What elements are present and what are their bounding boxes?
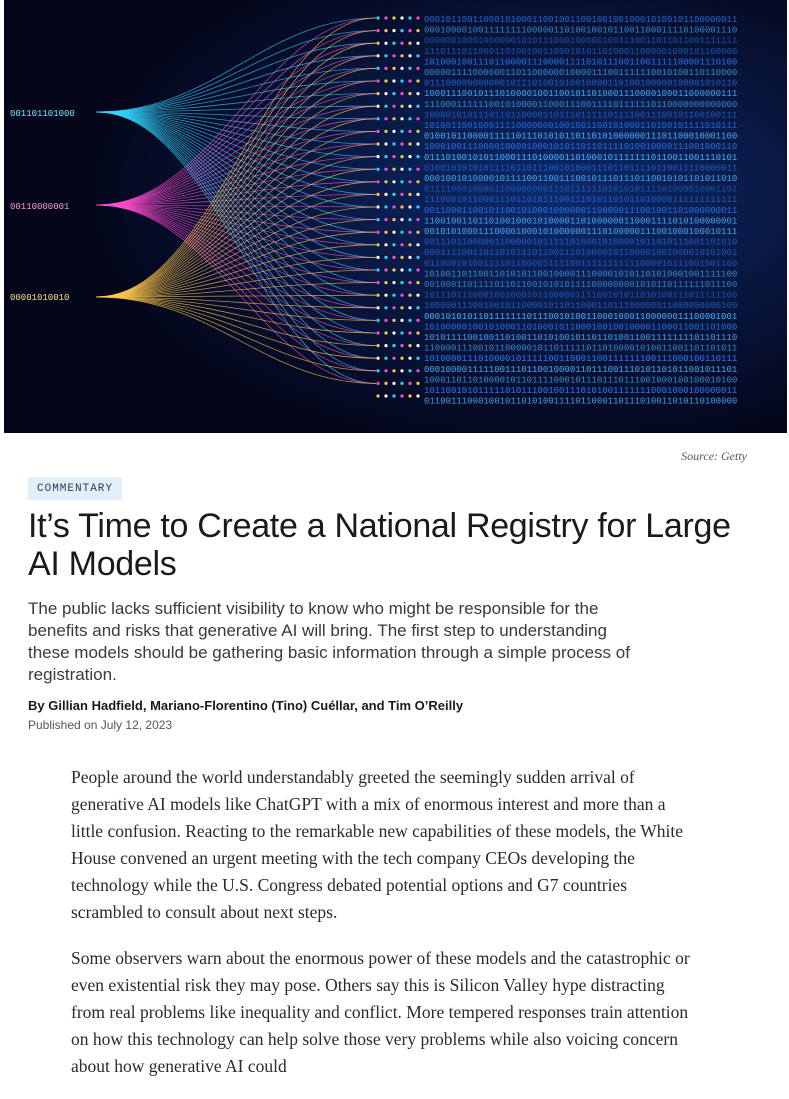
svg-text:001100011001011001010001000000: 0011000110010110010100010000001100000111001001101000000011 — [424, 205, 738, 216]
svg-text:011101001010110001110100001101: 0111010010101100011101000011010001011111110110011001110101 — [424, 152, 738, 163]
image-credit: Source: Getty — [681, 449, 747, 463]
svg-text:000111100110110101110110011101: 0001111001101101011101100111010000101100001001000010101001 — [424, 248, 738, 259]
svg-text:100011011010000101101111000101: 1000110110100001011011110001011101110111001000100100010100 — [424, 375, 738, 386]
body-paragraph: People around the world understandably greeted the seemingly sudden arrival of generative AI models like ChatGPT with a mix of enormous interest and more than a little confusion. Reacting to the remarkable new capabilities of these models, the White House convened an urgent meeting with the tech company CEOs developing the technology while the U.S. Congress debated potential options and G7 countries scrambled to consult about next steps. — [71, 767, 683, 922]
svg-text:101110111000100100010110000011: 1011101110001001000101100000111100101011010100111011111100 — [424, 290, 738, 301]
svg-text:111000111111001010000110001110: 1110001111110010100001100011100111101111110110000000000000 — [424, 99, 738, 110]
svg-text:110000111001011000001011011111: 1100001110010110000010110111110110100001010011001101101011 — [424, 343, 738, 354]
article-dek: The public lacks sufficient visibility to know who might be responsible for the benefits and risks that generative AI will bring. The first step to understanding these models should be gathering basic information through a simple process of registration. — [28, 599, 630, 684]
svg-text:100010011100001000010001010110: 1000100111000010000100010101101101111010010000111001000110 — [424, 142, 738, 153]
svg-text:001010100011100001000101000000: 0010101000111000010001010000001110100000111001000100010111 — [424, 227, 738, 237]
svg-text:101001100100011110000000100100: 1010011001000111100000001001001100101000110100101111010111 — [424, 121, 738, 131]
svg-text:011001110001001011010100111101: 0110011100010010110101001111011000110111010011010110100000 — [424, 396, 738, 407]
svg-text:001000110111101101100101010111: 0010001101111011011001010101111000000001010110111111011100 — [424, 280, 738, 290]
hero-image — [4, 0, 787, 433]
category-tag[interactable]: COMMENTARY — [28, 477, 122, 500]
publish-date: Published on July 12, 2023 — [28, 718, 173, 732]
svg-text:000101100110001010001100100110: 0001011001100010100011001001100100100100010100101100000011 — [424, 15, 738, 25]
svg-text:100011100101110100001001100101: 1000111001011101000010011001011010001110000100011000000111 — [424, 89, 738, 100]
svg-text:101000001001010001101000101100: 1010000010010100011010001011000100100100001100011001101000 — [424, 322, 738, 333]
svg-text:111000101100011101101011100111: 1110001011000111011010111001110101101011010000111111111111 — [424, 195, 738, 206]
svg-text:111011101100011010010011000101: 1110111011000110100100110001010110100011000001000101100000 — [424, 46, 738, 57]
svg-text:100001010111011011000011011101: 1000010101110110110000110111011111011110011100101100100111 — [424, 110, 738, 121]
svg-text:011000101001111011000011111001: 0110001010011110110000111110011111111111000010111001001100 — [424, 258, 738, 269]
svg-text:001110110000011000001011111010: 0011101100000110000010111110100010100001011010111001101010 — [424, 237, 738, 248]
svg-text:000100001111100111011001000011: 0001000011111001110110010000110111001110101101011001011101 — [424, 364, 738, 375]
svg-text:010010101010111101101110010100: 0100101010101111011011100101000111011011110110011110000011 — [424, 163, 738, 174]
svg-text:101001101100110101011001000011: 1010011011001101010110010000111000010101101010001001111100 — [424, 269, 738, 280]
svg-text:101000100111011000011100001111: 1010001001110110000111000011110101110011001111100001110100 — [424, 57, 738, 68]
binary-label-gold: 00001010010 — [10, 293, 70, 303]
svg-text:000100001001111111100000110100: 0001000010011111111000001101001001011001100011110100001110 — [424, 25, 738, 36]
article-title: It’s Time to Create a National Registry for Large AI Models — [28, 507, 731, 583]
svg-text:101100101011111010111001001110: 1011001010111110101110010011101010011111110001000100000011 — [424, 386, 738, 396]
binary-label-cyan: 001101101000 — [10, 109, 75, 119]
svg-text:011110001000011000000001110111: 0111100010000110000000011101111110101010111101000010001101 — [424, 184, 738, 195]
svg-text:110010011011010010001010000110: 1100100110110100100010100001101000000110001111010100000001 — [424, 216, 738, 227]
svg-text:000001111000000110110000001000: 0000011110000001101100000010000111001111110010100110110000 — [424, 68, 738, 78]
svg-text:000100101000010111100110011100: 0001001010000101111001100111001011101110110010101101011010 — [424, 174, 738, 184]
svg-text:011100000000000101110100101001: 0111000000000001011101001010010000110100100000100001010110 — [424, 78, 738, 89]
svg-text:101000011101000010111110011000: 1010000111010000101111100110001100111111100111000100110111 — [424, 354, 738, 365]
svg-text:000101010110111111101110010100: 0001010101101111111011100101001100010001100000011100001001 — [424, 311, 738, 322]
body-paragraph: Some observers warn about the enormous power of these models and the catastrophic or even existential risk they may pose. Others say this is Silicon Valley hype distracting from real problems like inequality and conflict. More tempered responses train attention on how this technology can help solve those very problems while also voicing concern about how generative AI could — [71, 948, 690, 1076]
svg-text:100000111001001011000010110110: 1000001110010010110000101101100011011100000011000000000100 — [424, 301, 738, 312]
svg-text:101011110010011010011010100101: 1010111100100110100110101001011011010011001111111101101110 — [424, 333, 738, 343]
data-stream-illustration — [4, 0, 787, 433]
article-body — [71, 764, 691, 1099]
binary-label-magenta: 00110000001 — [10, 202, 70, 212]
svg-text:010010110000111110111010101101: 0100101100001111101110101011011010100000011101100010001100 — [424, 131, 738, 142]
byline: By Gillian Hadfield, Mariano-Florentino (Tino) Cuéllar, and Tim O’Reilly — [28, 698, 464, 713]
svg-text:000000100010000001010111000100: 0000001000100000010101110001000001001110011011011001111111 — [424, 36, 738, 47]
